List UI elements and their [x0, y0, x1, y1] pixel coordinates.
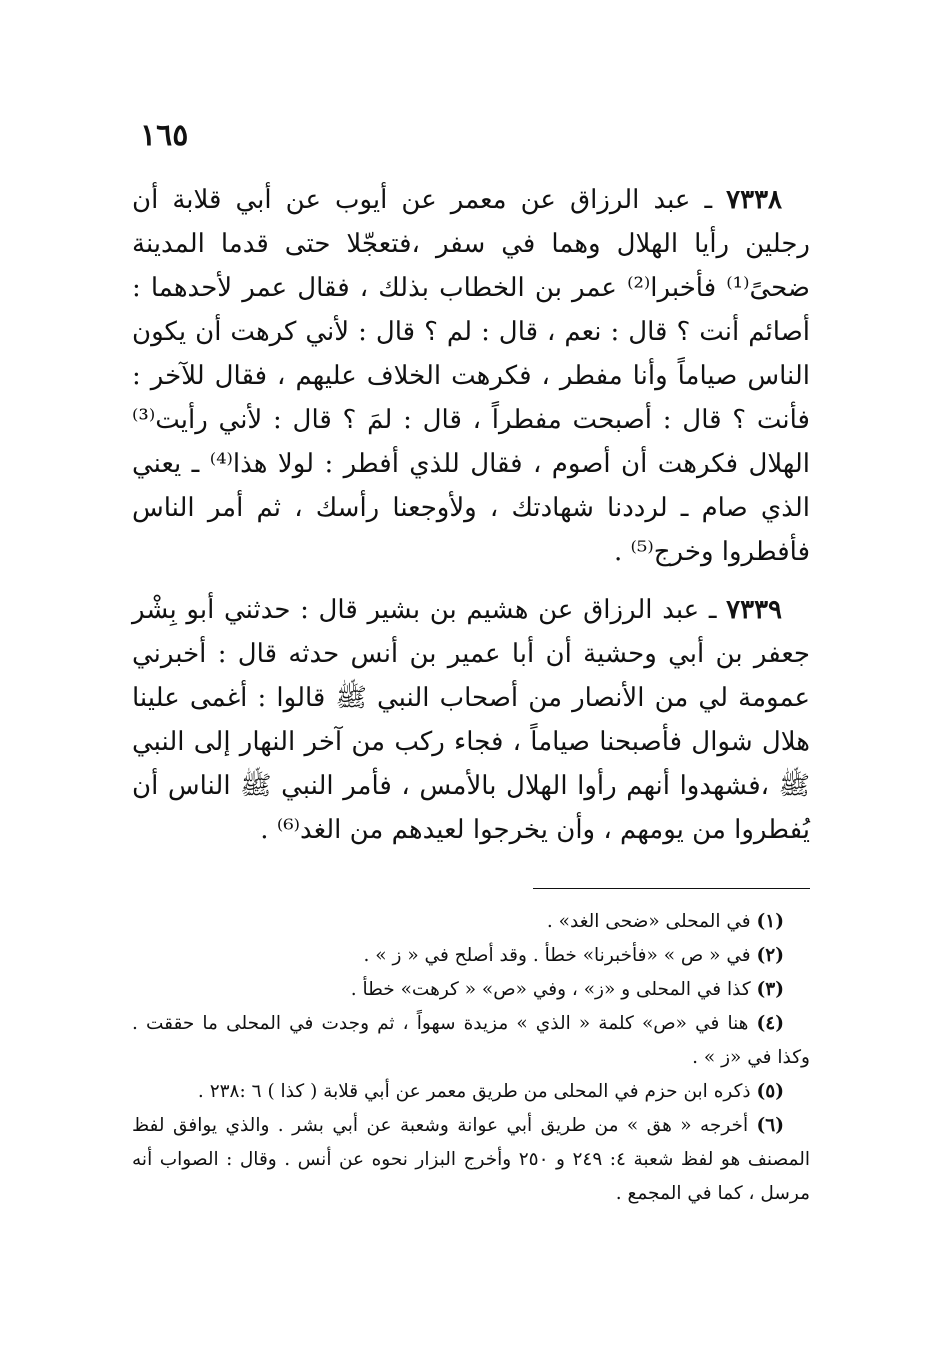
hadith-entry-7339: [132, 588, 810, 852]
entry-number: ٧٣٣٩: [726, 595, 782, 625]
footnote-number: (٤): [756, 1013, 784, 1034]
footnote-text: في المحلى «ضحى الغد» .: [546, 911, 757, 932]
footnote-text: هنا في «ص» كلمة « الذي » مزيدة سهواً ، ثم وجدت في المحلى ما حققت . وكذا في «ز » .: [132, 1013, 810, 1068]
footnotes: [132, 905, 810, 1211]
footnote-number: (١): [756, 911, 784, 932]
entry-number: ٧٣٣٨: [726, 185, 782, 215]
footnote-1: [132, 905, 810, 939]
footnote-number: (٢): [756, 945, 784, 966]
hadith-entry-7338: [132, 178, 810, 574]
footnote-4: [132, 1007, 810, 1075]
footnote-6: [132, 1109, 810, 1211]
footnote-number: (٦): [756, 1115, 784, 1136]
entry-text: ـ عبد الرزاق عن هشيم بن بشير قال : حدثني أبو بِشْر جعفر بن أبي وحشية أن أبا عمير بن أنس حدثه قال : أخبرني عمومة لي من الأنصار من أصحاب النبي ﷺ قالوا : أغمى علينا هلال شوال فأصبحنا صياماً ، فجاء ركب من آخر النهار إلى النبي ﷺ ،فشهدوا أنهم رأوا الهلال بالأمس ، فأمر النبي ﷺ الناس أن يُفطروا من يومهم ، وأن يخرجوا لعيدهم من الغد⁽⁶⁾ .: [132, 595, 810, 845]
page-number: ١٦٥: [140, 118, 189, 153]
footnote-number: (٥): [756, 1081, 784, 1102]
footnote-3: [132, 973, 810, 1007]
main-text: [132, 178, 810, 866]
footnote-5: [132, 1075, 810, 1109]
footnote-text: كذا في المحلى و «ز» ، وفي «ص» « كرهت» خطأ .: [350, 979, 757, 1000]
footnote-2: [132, 939, 810, 973]
entry-text: ـ عبد الرزاق عن معمر عن أيوب عن أبي قلابة أن رجلين رأيا الهلال وهما في سفر ،فتعجّلا حتى قدما المدينة ضحىً⁽¹⁾ فأخبرا⁽²⁾ عمر بن الخطاب بذلك ، فقال عمر لأحدهما : أصائم أنت ؟ قال : نعم ، قال : لم ؟ قال : لأني كرهت أن يكون الناس صياماً وأنا مفطر ، فكرهت الخلاف عليهم ، فقال للآخر : فأنت ؟ قال : أصبحت مفطراً ، قال : لمَ ؟ قال : لأني رأيت⁽³⁾ الهلال فكرهت أن أصوم ، فقال للذي أفطر : لولا هذا⁽⁴⁾ ـ يعني الذي صام ـ لرددنا شهادتك ، ولأوجعنا رأسك ، ثم أمر الناس فأفطروا وخرج⁽⁵⁾ .: [132, 185, 811, 567]
footnote-text: أخرجه « هق » من طريق أبي عوانة وشعبة عن أبي بشر . والذي يوافق لفظ المصنف هو لفظ شعبة ٤: ٢٤٩ و ٢٥٠ وأخرج البزار نحوه عن أنس . وقال : الصواب أنه مرسل ، كما في المجمع .: [132, 1115, 810, 1204]
footnote-number: (٣): [756, 979, 784, 1000]
footnote-text: ذكره ابن حزم في المحلى من طريق معمر عن أبي قلابة ( كذا ) ٦ :٢٣٨ .: [197, 1081, 757, 1102]
footnote-divider: [533, 888, 810, 889]
footnote-text: في « ص » «فأخبرنا» خطأ . وقد أصلح في « ز » .: [363, 945, 757, 966]
